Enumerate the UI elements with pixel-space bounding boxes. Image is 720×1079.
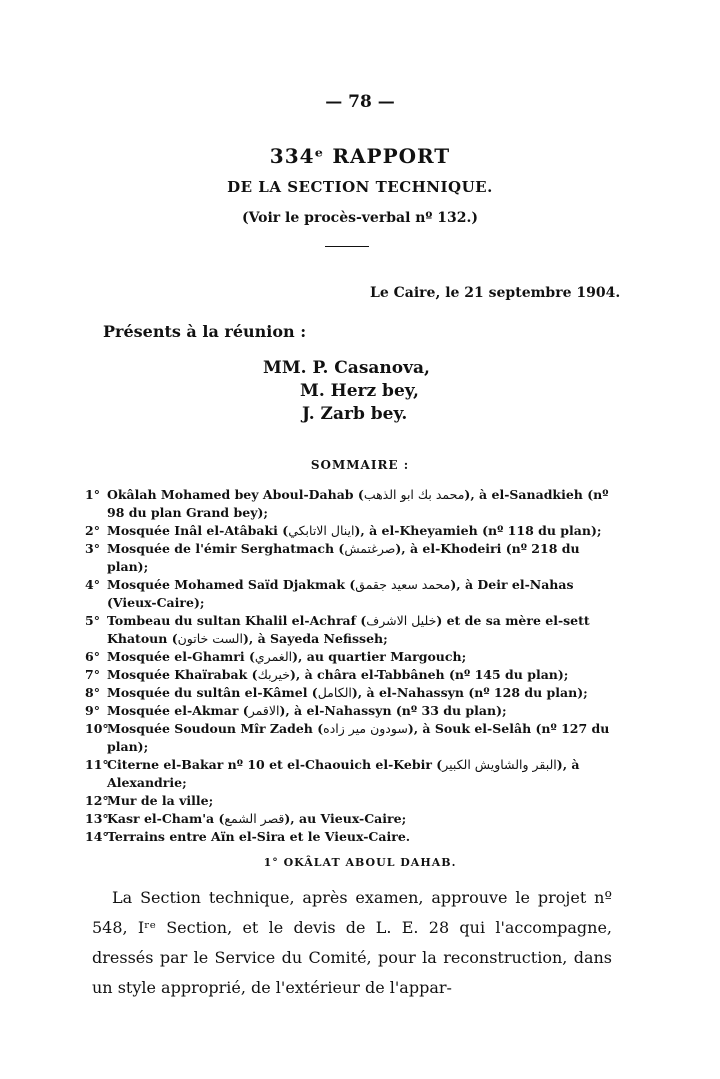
arabic-name: صرغتمش xyxy=(344,541,396,556)
item-number: 11° xyxy=(85,757,109,772)
arabic-name: محمد سعيد جقمق xyxy=(355,577,451,592)
item-text: ), à el-Nahassyn (nº 33 du plan); xyxy=(279,703,507,718)
item-text: ), à el-Kheyamieh (nº 118 du plan); xyxy=(354,523,602,538)
title-divider xyxy=(325,246,369,247)
sommaire-item xyxy=(85,540,620,576)
item-text: ), au Vieux-Caire; xyxy=(284,811,407,826)
arabic-name: خيربك xyxy=(257,667,290,682)
arabic-name: الغمري xyxy=(254,649,293,664)
page-number: — 78 — xyxy=(325,92,395,112)
item-number: 2° xyxy=(85,523,100,538)
item-text: ), à el-Nahassyn (nº 128 du plan); xyxy=(351,685,588,700)
item-text: Mosquée de l'émir Serghatmach ( xyxy=(107,541,345,556)
item-number: 8° xyxy=(85,685,100,700)
item-text: Okâlah Mohamed bey Aboul-Dahab ( xyxy=(107,487,364,502)
item-text: Kasr el-Cham'a ( xyxy=(107,811,225,826)
item-text: Tombeau du sultan Khalil el-Achraf ( xyxy=(107,613,367,628)
arabic-name: الست خاتون xyxy=(177,631,243,646)
sommaire-item xyxy=(85,684,620,702)
sommaire-item xyxy=(85,522,620,540)
arabic-name: الكامل xyxy=(317,685,352,700)
item-text: Mosquée Mohamed Saïd Djakmak ( xyxy=(107,577,356,592)
item-text: ), à châra el-Tabbâneh (nº 145 du plan); xyxy=(289,667,569,682)
item-text: ), à Deir el-Nahas (Vieux-Caire); xyxy=(107,577,574,610)
sommaire-item xyxy=(85,702,620,720)
sommaire-item xyxy=(85,612,620,648)
sommaire-item xyxy=(85,576,620,612)
item-text: ), au quartier Margouch; xyxy=(292,649,467,664)
arabic-name: سودون مير زاده xyxy=(323,721,408,736)
report-reference: (Voir le procès-verbal nº 132.) xyxy=(241,210,479,226)
item-text: Mosquée du sultân el-Kâmel ( xyxy=(107,685,318,700)
item-text: ), à el-Khodeiri (nº 218 du plan); xyxy=(107,541,580,574)
item-number: 13° xyxy=(85,811,109,826)
item-number: 4° xyxy=(85,577,100,592)
item-text: ) et de sa mère el-sett Khatoun ( xyxy=(107,613,590,646)
item-text: Mosquée el-Ghamri ( xyxy=(107,649,255,664)
sommaire-item xyxy=(85,756,620,792)
arabic-name: قصر الشمع xyxy=(224,811,285,826)
sommaire-item xyxy=(85,486,620,522)
item-text: Mur de la ville; xyxy=(107,793,214,808)
arabic-name: الاقمر xyxy=(248,703,280,718)
arabic-name: محمد بك ابو الذهب xyxy=(363,487,465,502)
paragraph-text: La Section technique, après examen, approuve le projet nº 548, Iʳᵉ Section, et le devis de L. E. 28 qui l'accompagne, dressés par le Service du Comité, pour la reconstruction, dans un style approprié, de l'extérieur de l'appar- xyxy=(92,888,612,997)
sommaire-item xyxy=(85,666,620,684)
arabic-name: اينال الاتابكي xyxy=(288,523,355,538)
item-number: 10° xyxy=(85,721,109,736)
item-number: 1° xyxy=(85,487,100,502)
item-text: ), à Souk el-Selâh (nº 127 du plan); xyxy=(107,721,610,754)
item-number: 12° xyxy=(85,793,109,808)
arabic-name: البقر والشاويش الكبير xyxy=(442,757,557,772)
item-text: Terrains entre Aïn el-Sira et le Vieux-Caire. xyxy=(107,829,411,844)
item-text: Mosquée el-Akmar ( xyxy=(107,703,249,718)
body-paragraph xyxy=(92,883,612,1003)
sommaire-item xyxy=(85,648,620,666)
item-text: Mosquée Inâl el-Atâbaki ( xyxy=(107,523,289,538)
item-text: ), à Sayeda Nefisseh; xyxy=(242,631,388,646)
sommaire-heading: SOMMAIRE : xyxy=(310,458,410,472)
item-number: 3° xyxy=(85,541,100,556)
member-2: M. Herz bey, xyxy=(300,381,419,401)
section-title: 1° OKÂLAT ABOUL DAHAB. xyxy=(263,856,457,869)
item-number: 9° xyxy=(85,703,100,718)
member-3: J. Zarb bey. xyxy=(302,404,408,424)
item-text: ), à Alexandrie; xyxy=(107,757,580,790)
item-text: Citerne el-Bakar nº 10 et el-Chaouich el-Kebir ( xyxy=(107,757,443,772)
report-date: Le Caire, le 21 septembre 1904. xyxy=(370,285,621,301)
report-subtitle: DE LA SECTION TECHNIQUE. xyxy=(227,178,493,196)
sommaire-item xyxy=(85,810,620,828)
item-number: 7° xyxy=(85,667,100,682)
item-number: 5° xyxy=(85,613,100,628)
sommaire-item xyxy=(85,792,620,810)
item-text: ), à el-Sanadkieh (nº 98 du plan Grand bey); xyxy=(107,487,609,520)
arabic-name: خليل الاشرف xyxy=(366,613,437,628)
item-number: 14° xyxy=(85,829,109,844)
sommaire-list xyxy=(85,486,620,846)
report-title: 334ᵉ RAPPORT xyxy=(269,144,451,168)
member-1: MM. P. Casanova, xyxy=(263,358,430,378)
sommaire-item xyxy=(85,828,620,846)
sommaire-item xyxy=(85,720,620,756)
item-number: 6° xyxy=(85,649,100,664)
presents-label: Présents à la réunion : xyxy=(103,322,307,341)
item-text: Mosquée Khaïrabak ( xyxy=(107,667,258,682)
item-text: Mosquée Soudoun Mîr Zadeh ( xyxy=(107,721,324,736)
